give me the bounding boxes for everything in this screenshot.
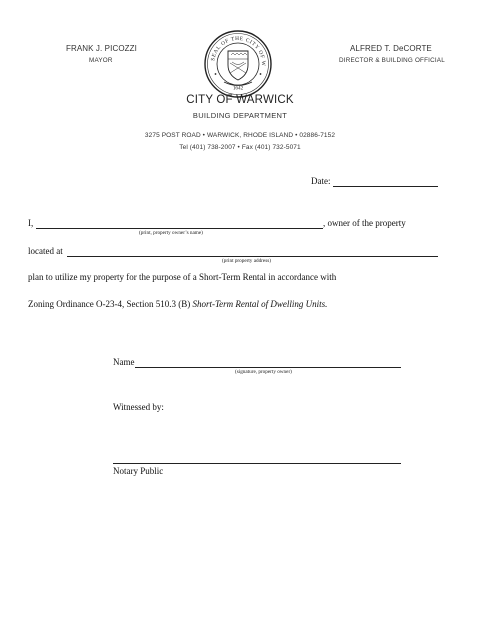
owner-prefix: I, (28, 218, 34, 228)
notary-signature-field[interactable] (113, 463, 401, 464)
notary-label: Notary Public (113, 466, 164, 476)
property-address-field[interactable] (67, 256, 438, 257)
purpose-line: plan to utilize my property for the purpose of a Short-Term Rental in accordance with (28, 272, 337, 282)
director-title: DIRECTOR & BUILDING OFFICIAL (339, 57, 445, 64)
ordinance-line (28, 299, 327, 309)
svg-text:1642: 1642 (232, 85, 244, 92)
signature-field[interactable] (135, 367, 401, 368)
date-label: Date: (311, 176, 331, 186)
city-seal-logo (202, 29, 274, 99)
ordinance-title: Short-Term Rental of Dwelling Units. (192, 299, 328, 309)
signature-caption: (signature, property owner) (235, 369, 292, 375)
address-line: 3275 POST ROAD • WARWICK, RHODE ISLAND • 02886-7152 (144, 132, 336, 139)
owner-suffix: , owner of the property (323, 218, 406, 228)
location-label: located at (28, 246, 63, 256)
phone-fax-line: Tel (401) 738-2007 • Fax (401) 732-5071 (179, 144, 301, 151)
department-name: BUILDING DEPARTMENT (192, 111, 288, 120)
location-caption: (print property address) (222, 258, 271, 264)
mayor-title: MAYOR (89, 57, 113, 64)
mayor-name: FRANK J. PICOZZI (66, 44, 137, 53)
director-name: ALFRED T. DeCORTE (350, 44, 432, 53)
svg-text:SEAL OF THE CITY OF WARWICK: SEAL OF THE CITY OF W (210, 35, 267, 66)
owner-caption: (print, property owner’s name) (139, 230, 203, 236)
city-title: CITY OF WARWICK (186, 94, 294, 106)
owner-name-field[interactable] (36, 228, 323, 229)
ordinance-prefix: Zoning Ordinance O-23-4, Section 510.3 (B) (28, 299, 193, 309)
witnessed-label: Witnessed by: (113, 402, 164, 412)
name-label: Name (113, 357, 135, 367)
date-field[interactable] (333, 186, 438, 187)
